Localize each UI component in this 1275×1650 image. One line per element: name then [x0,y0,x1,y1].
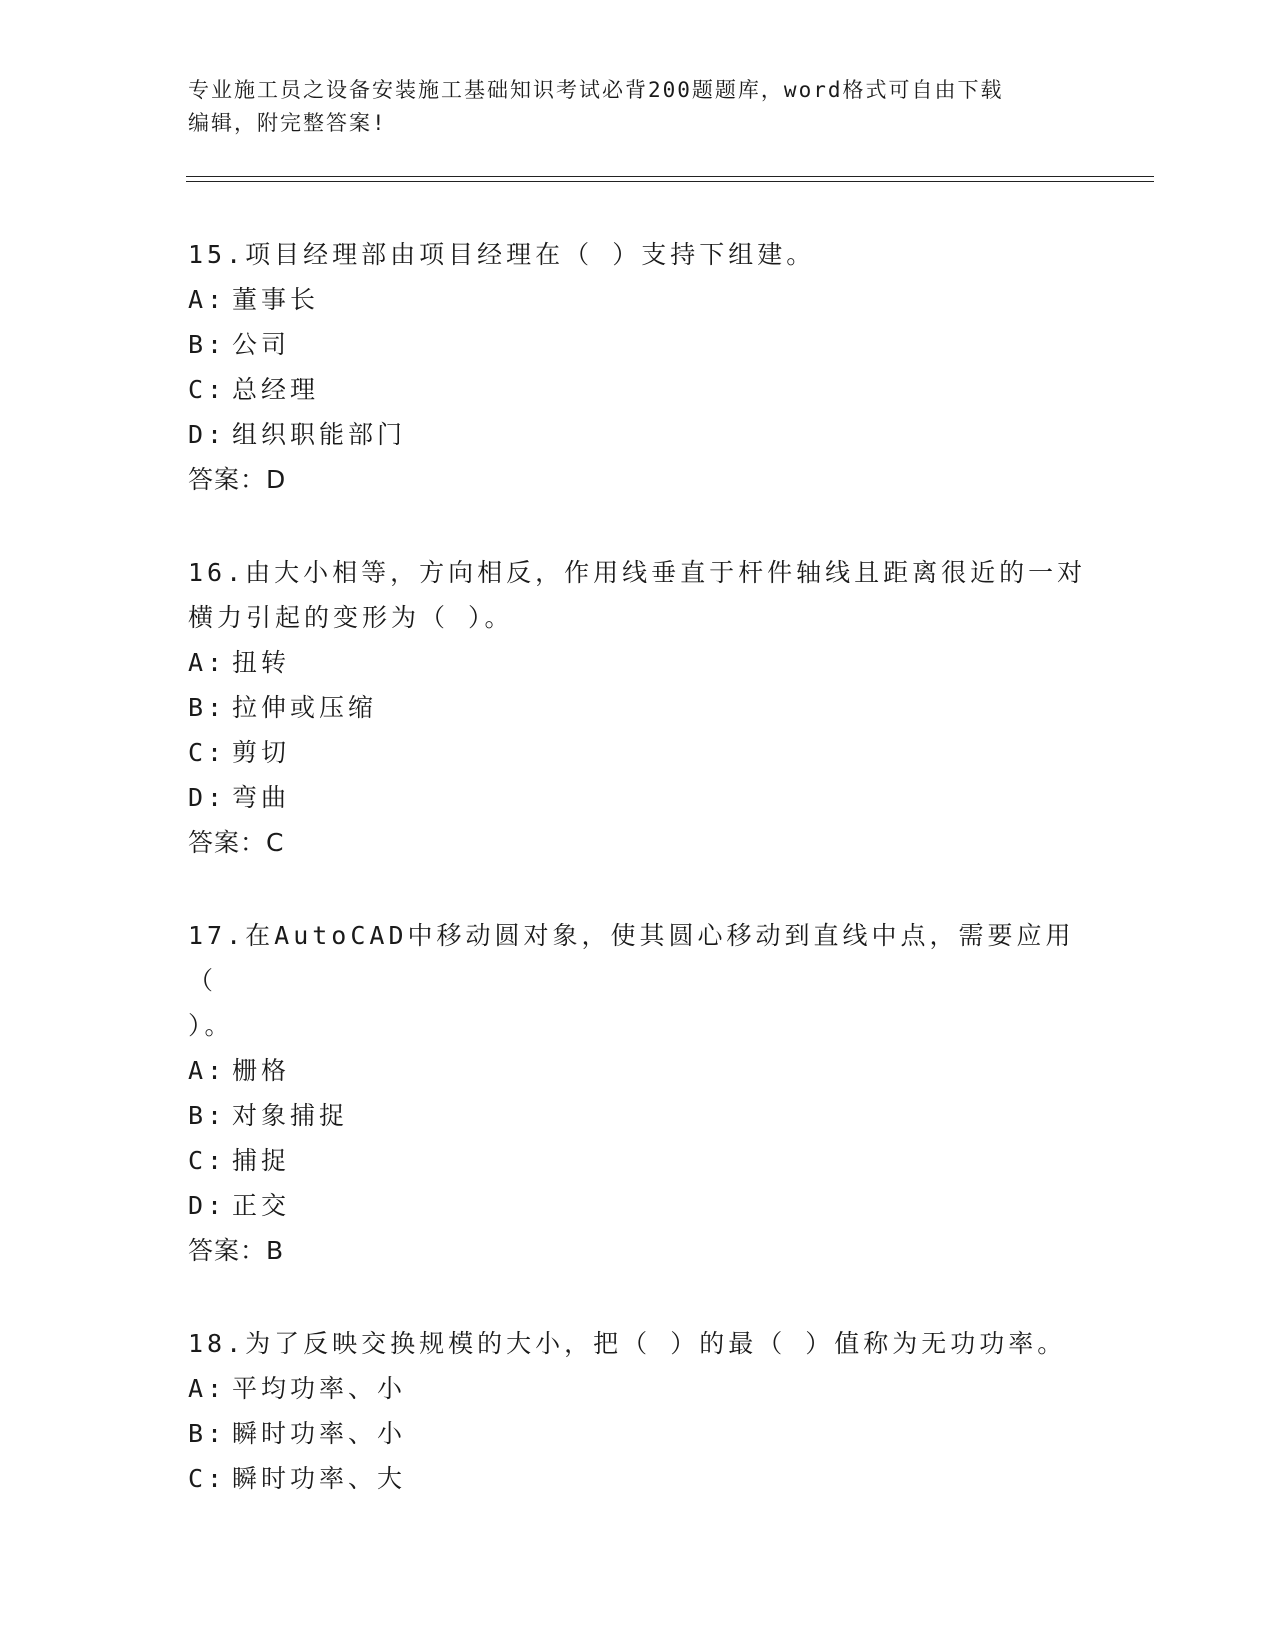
option-text: 剪切 [232,738,291,767]
option-text: 瞬时功率、小 [232,1419,407,1448]
option-letter: C: [188,1146,227,1175]
question-17 [188,913,1088,1273]
option-d [188,1183,1088,1228]
document-header [188,74,1088,140]
option-b [188,685,1088,730]
option-a [188,277,1088,322]
header-line-2: 编辑，附完整答案! [188,111,387,135]
option-b [188,322,1088,367]
option-d [188,775,1088,820]
question-15 [188,232,1088,502]
option-text: 平均功率、小 [232,1374,407,1403]
answer-line: 答案：C [188,828,285,857]
option-letter: A: [188,285,227,314]
option-text: 瞬时功率、大 [232,1464,407,1493]
option-text: 弯曲 [232,783,291,812]
header-line-1: 专业施工员之设备安装施工基础知识考试必背200题题库，word格式可自由下载 [188,78,1004,102]
option-text: 对象捕捉 [232,1101,349,1130]
question-16 [188,550,1088,865]
question-stem: 17.在AutoCAD中移动圆对象，使其圆心移动到直线中点，需要应用（ [188,921,1075,995]
option-letter: B: [188,330,227,359]
header-divider-top [186,176,1154,177]
question-list [188,232,1088,1549]
option-b [188,1411,1088,1456]
answer-line: 答案：D [188,465,287,494]
question-stem-continued: ）。 [188,1011,234,1040]
option-letter: D: [188,420,227,449]
option-letter: B: [188,693,227,722]
option-letter: C: [188,1464,227,1493]
option-text: 捕捉 [232,1146,291,1175]
option-letter: B: [188,1101,227,1130]
option-a [188,640,1088,685]
option-letter: A: [188,648,227,677]
option-text: 总经理 [232,375,320,404]
option-b [188,1093,1088,1138]
option-letter: C: [188,375,227,404]
option-c [188,367,1088,412]
option-c [188,730,1088,775]
option-letter: A: [188,1374,227,1403]
option-a [188,1048,1088,1093]
option-letter: C: [188,738,227,767]
option-letter: D: [188,783,227,812]
answer-line: 答案：B [188,1236,285,1265]
option-text: 栅格 [232,1056,291,1085]
option-a [188,1366,1088,1411]
option-text: 公司 [232,330,291,359]
option-letter: A: [188,1056,227,1085]
question-stem: 15.项目经理部由项目经理在（ ）支持下组建。 [188,240,816,269]
option-text: 拉伸或压缩 [232,693,378,722]
option-c [188,1138,1088,1183]
option-d [188,412,1088,457]
option-letter: B: [188,1419,227,1448]
question-stem: 18.为了反映交换规模的大小，把（ ）的最（ ）值称为无功功率。 [188,1329,1067,1358]
option-letter: D: [188,1191,227,1220]
option-text: 正交 [232,1191,291,1220]
question-stem-continued: 横力引起的变形为（ ）。 [188,603,514,632]
question-stem: 16.由大小相等，方向相反，作用线垂直于杆件轴线且距离很近的一对 [188,558,1087,587]
option-text: 组织职能部门 [232,420,407,449]
question-18 [188,1321,1088,1501]
option-text: 董事长 [232,285,320,314]
header-divider-bottom [186,181,1154,182]
option-text: 扭转 [232,648,291,677]
option-c [188,1456,1088,1501]
